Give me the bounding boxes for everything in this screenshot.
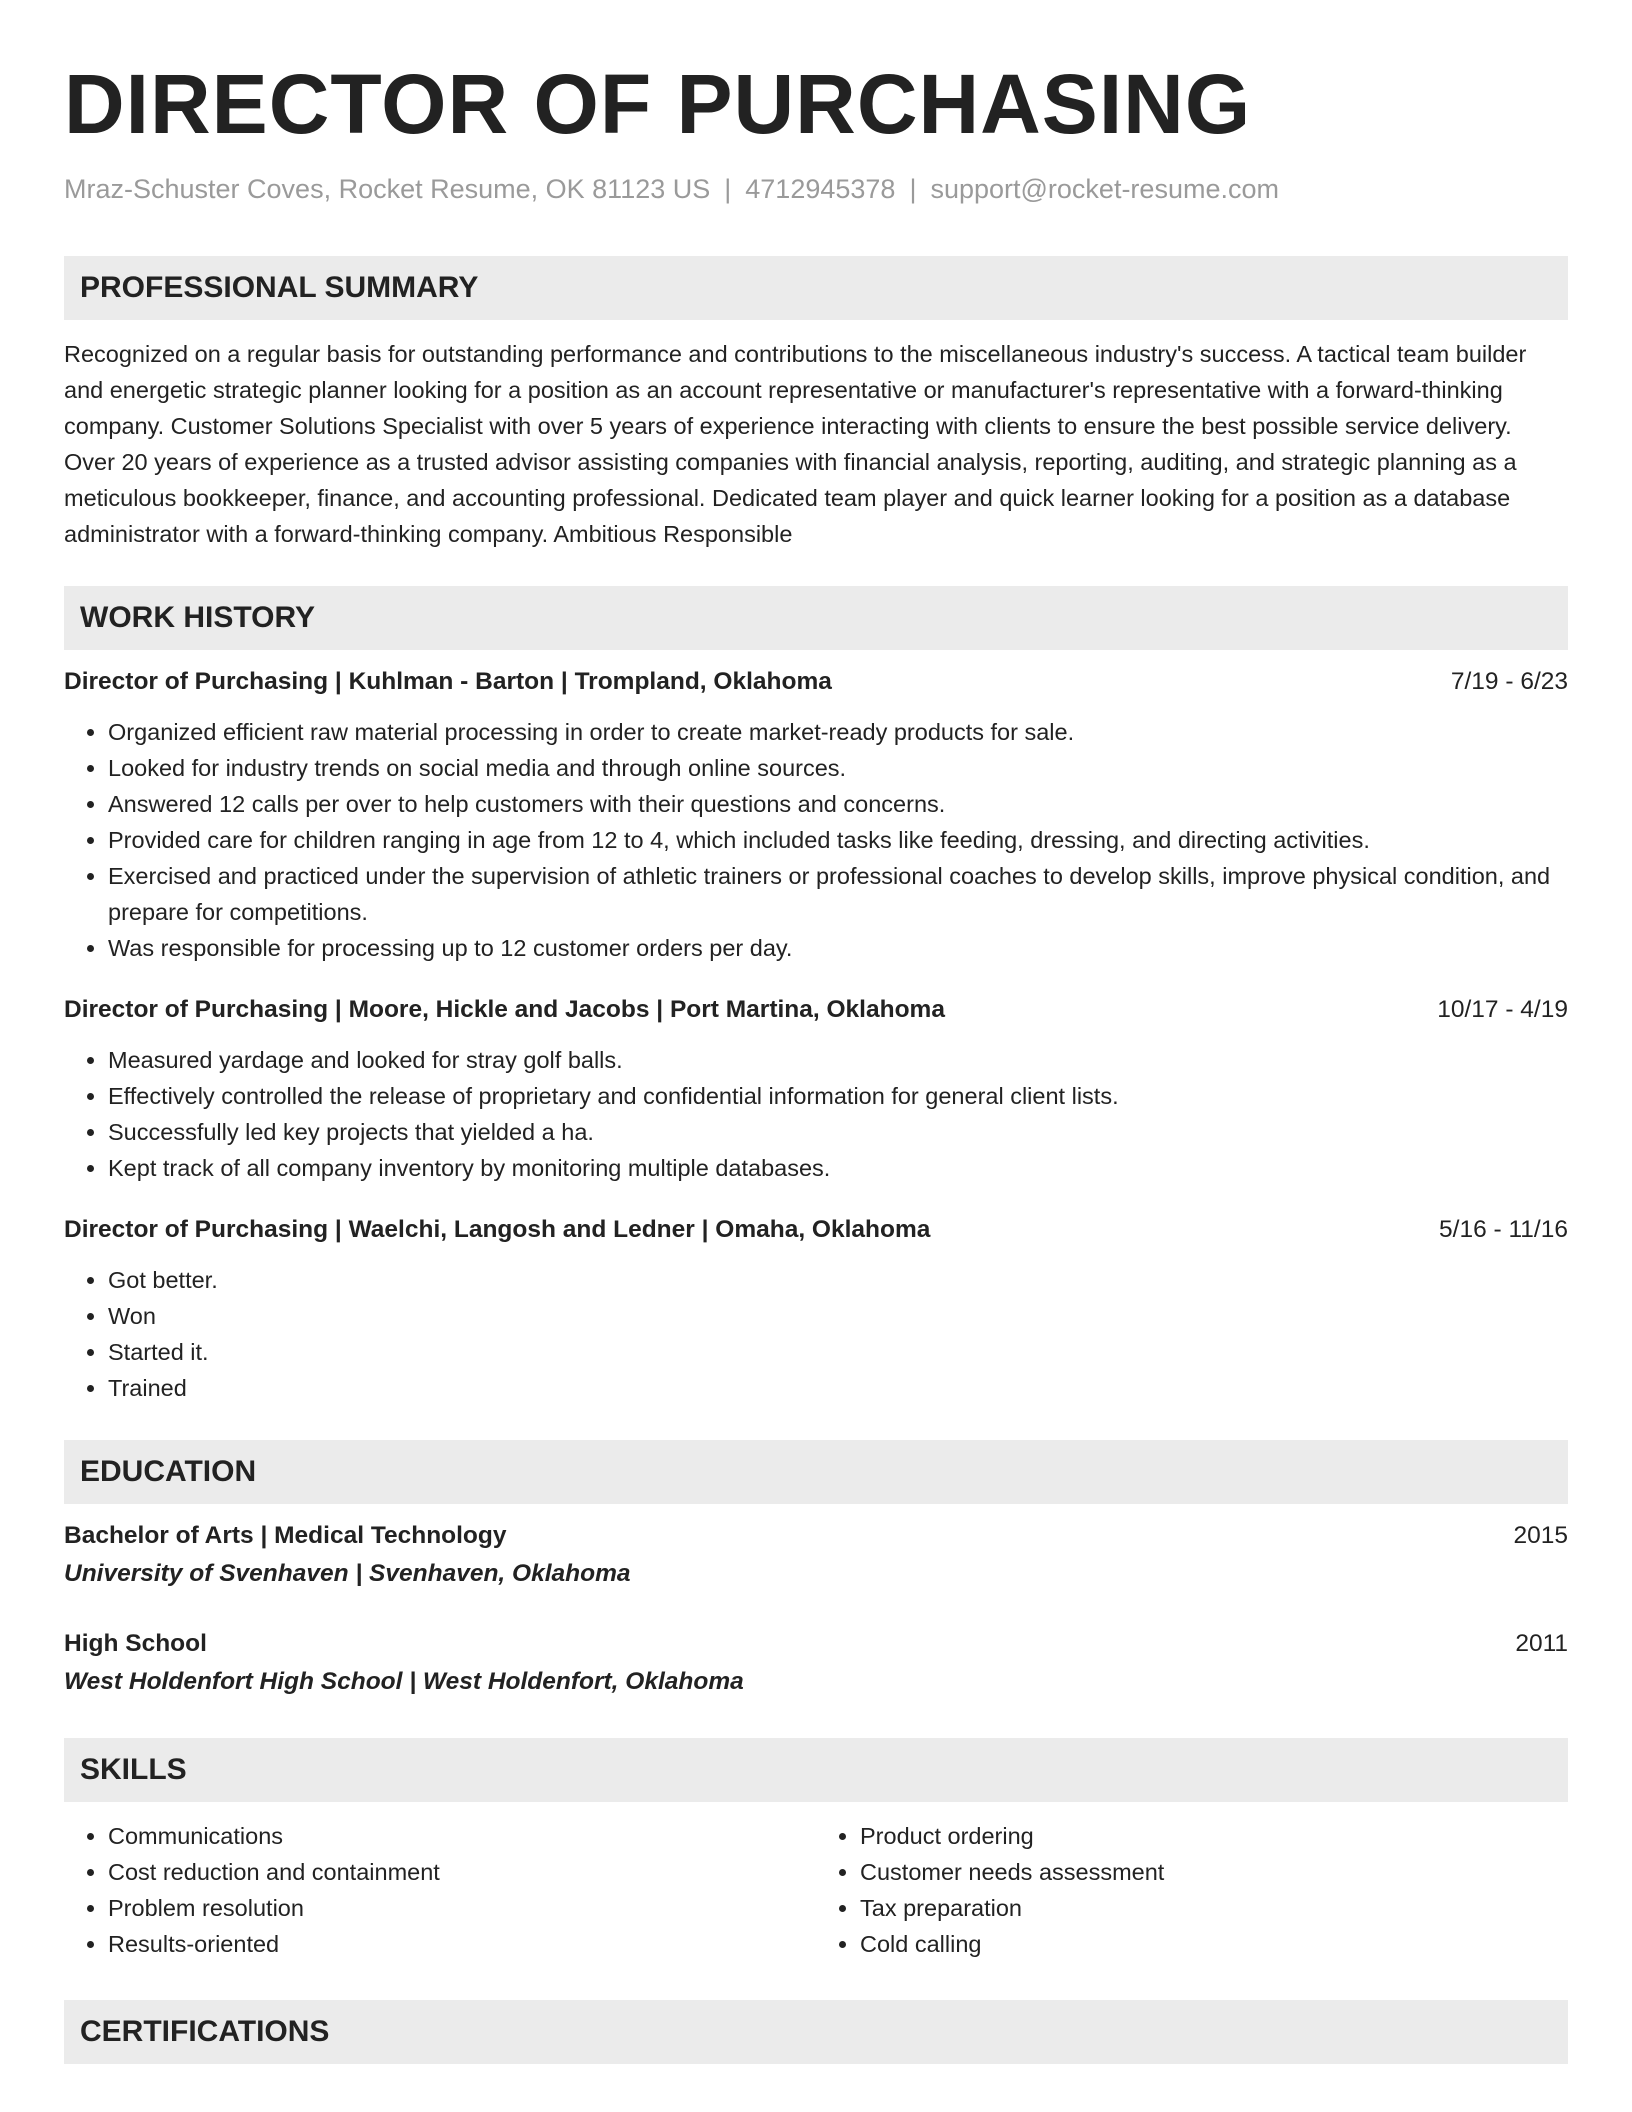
education-entry xyxy=(64,1626,1568,1700)
section-heading-certifications: CERTIFICATIONS xyxy=(64,2000,1568,2064)
list-item: • Measured yardage and looked for stray golf balls. xyxy=(108,1042,1568,1078)
section-heading-skills: SKILLS xyxy=(64,1738,1568,1802)
list-item: • Product ordering xyxy=(860,1818,1568,1854)
list-item: • Was responsible for processing up to 12 customer orders per day. xyxy=(108,930,1568,966)
education-entry xyxy=(64,1518,1568,1592)
job-header xyxy=(64,664,1568,700)
list-item: • Tax preparation xyxy=(860,1890,1568,1926)
list-item: • Communications xyxy=(108,1818,816,1854)
section-heading-work-history: WORK HISTORY xyxy=(64,586,1568,650)
skills-column-right xyxy=(816,1818,1568,1962)
list-item: • Customer needs assessment xyxy=(860,1854,1568,1890)
list-item: • Provided care for children ranging in age from 12 to 4, which included tasks like feeding, dressing, and directing activities. xyxy=(108,822,1568,858)
education-degree: Bachelor of Arts | Medical Technology xyxy=(64,1522,507,1549)
list-item: • Got better. xyxy=(108,1262,1568,1298)
section-heading-summary: PROFESSIONAL SUMMARY xyxy=(64,256,1568,320)
list-item: • Problem resolution xyxy=(108,1890,816,1926)
list-item: • Kept track of all company inventory by monitoring multiple databases. xyxy=(108,1150,1568,1186)
list-item: • Cost reduction and containment xyxy=(108,1854,816,1890)
contact-separator: | xyxy=(909,174,917,204)
list-item: • Started it. xyxy=(108,1334,1568,1370)
education-header xyxy=(64,1518,1568,1554)
job-entry xyxy=(64,664,1568,966)
education-school: West Holdenfort High School | West Holdenfort, Oklahoma xyxy=(64,1668,744,1695)
list-item: • Successfully led key projects that yielded a ha. xyxy=(108,1114,1568,1150)
contact-address: Mraz-Schuster Coves, Rocket Resume, OK 81123 US xyxy=(64,174,711,204)
job-title: Director of Purchasing | Kuhlman - Barton | Trompland, Oklahoma xyxy=(64,668,832,695)
resume-name: DIRECTOR OF PURCHASING xyxy=(64,57,1252,151)
list-item: • Organized efficient raw material processing in order to create market-ready products for sale. xyxy=(108,714,1568,750)
job-title: Director of Purchasing | Moore, Hickle and Jacobs | Port Martina, Oklahoma xyxy=(64,996,945,1023)
contact-email: support@rocket-resume.com xyxy=(930,174,1279,204)
job-entry xyxy=(64,992,1568,1186)
job-header xyxy=(64,1212,1568,1248)
list-item: • Trained xyxy=(108,1370,1568,1406)
education-school: University of Svenhaven | Svenhaven, Oklahoma xyxy=(64,1560,631,1587)
summary-text: Recognized on a regular basis for outstanding performance and contributions to the miscellaneous industry's success. A tactical team builder and energetic strategic planner looking for a position as an account representative or manufacturer's representative with a forward-thinking company. Customer Solutions Specialist with over 5 years of experience interacting with clients to ensure the best possible service delivery. Over 20 years of experience as a trusted advisor assisting companies with financial analysis, reporting, auditing, and strategic planning as a meticulous bookkeeper, finance, and accounting professional. Dedicated team player and quick learner looking for a position as a database administrator with a forward-thinking company. Ambitious Responsible xyxy=(64,341,1527,547)
education-year: 2015 xyxy=(1513,1522,1568,1549)
job-bullets xyxy=(64,714,1568,966)
list-item: • Results-oriented xyxy=(108,1926,816,1962)
education-header xyxy=(64,1626,1568,1662)
skills-grid xyxy=(64,1818,1568,1962)
contact-phone: 4712945378 xyxy=(745,174,896,204)
job-bullets xyxy=(64,1262,1568,1406)
section-heading-education: EDUCATION xyxy=(64,1440,1568,1504)
job-dates: 10/17 - 4/19 xyxy=(1437,996,1568,1023)
job-entry xyxy=(64,1212,1568,1406)
education-year: 2011 xyxy=(1515,1630,1568,1657)
contact-separator: | xyxy=(724,174,732,204)
job-title: Director of Purchasing | Waelchi, Langosh and Ledner | Omaha, Oklahoma xyxy=(64,1216,931,1243)
list-item: • Exercised and practiced under the supervision of athletic trainers or professional coaches to develop skills, improve physical condition, and prepare for competitions. xyxy=(108,858,1568,930)
job-header xyxy=(64,992,1568,1028)
job-bullets xyxy=(64,1042,1568,1186)
job-dates: 7/19 - 6/23 xyxy=(1450,668,1568,695)
list-item: • Won xyxy=(108,1298,1568,1334)
list-item: • Answered 12 calls per over to help customers with their questions and concerns. xyxy=(108,786,1568,822)
list-item: • Effectively controlled the release of proprietary and confidential information for general client lists. xyxy=(108,1078,1568,1114)
list-item: • Cold calling xyxy=(860,1926,1568,1962)
skills-column-left xyxy=(64,1818,816,1962)
contact-line xyxy=(64,172,1568,206)
job-dates: 5/16 - 11/16 xyxy=(1439,1216,1568,1243)
education-degree: High School xyxy=(64,1630,207,1657)
list-item: • Looked for industry trends on social media and through online sources. xyxy=(108,750,1568,786)
